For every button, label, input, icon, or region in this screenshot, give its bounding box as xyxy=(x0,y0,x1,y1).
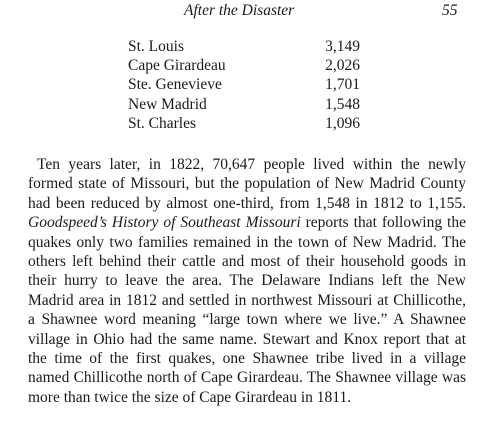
place-name: Cape Girardeau xyxy=(128,57,226,75)
population-value: 3,149 xyxy=(325,38,360,55)
page-header xyxy=(0,2,486,22)
population-value: 2,026 xyxy=(325,57,360,75)
place-name: New Madrid xyxy=(128,95,207,113)
paragraph-text-continued: reports that following the quakes only two families remained in the town of New Madrid. The others left behind their cattle and most of their household goods in their hurry to leave the area. The Delaware Indians left the New Madrid area in 1812 and settled in northwest Missouri at Chillicothe, a Shawnee word meaning “large town where we live.” A Shawnee village in Ohio had the same name. Stewart and Knox report that at the time of the first quakes, one Shawnee tribe lived in a village named Chillicothe north of Cape Girardeau. The Shawnee village was more than twice the size of Cape Girardeau in 1811. xyxy=(28,214,466,406)
population-value: 1,096 xyxy=(325,114,360,132)
table-row xyxy=(128,95,360,114)
population-value: 1,548 xyxy=(325,95,360,113)
place-name: St. Charles xyxy=(128,114,197,132)
table-row xyxy=(128,37,360,56)
table-row xyxy=(128,114,360,133)
population-table xyxy=(128,37,360,133)
place-name: St. Louis xyxy=(128,38,184,55)
table-row xyxy=(128,75,360,94)
paragraph-text: Ten years later, in 1822, 70,647 people lived within the newly formed state of Missouri, but the population of New Madrid County had been reduced by almost one-third, from 1,548 in 1812 to 1,155. xyxy=(28,156,466,212)
book-title: Goodspeed’s History of Southeast Missouri xyxy=(28,214,301,232)
place-name: Ste. Genevieve xyxy=(128,76,222,94)
population-value: 1,701 xyxy=(325,76,360,94)
body-paragraph xyxy=(28,155,466,407)
table-row xyxy=(128,56,360,75)
running-title: After the Disaster xyxy=(184,2,295,19)
page-number: 55 xyxy=(442,2,458,19)
